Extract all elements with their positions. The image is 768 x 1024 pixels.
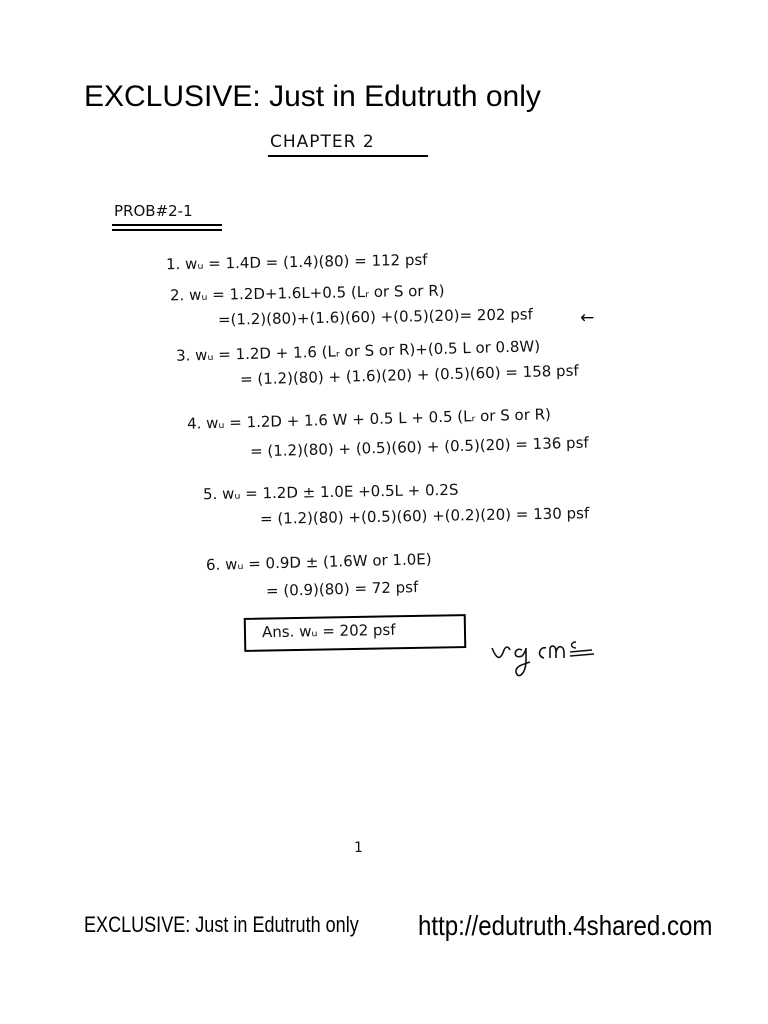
chapter-underline xyxy=(268,155,428,157)
footer-text: EXCLUSIVE: Just in Edutruth only xyxy=(84,912,359,937)
equation-5-formula: 5. wᵤ = 1.2D ± 1.0E +0.5L + 0.2S xyxy=(202,480,459,504)
problem-underline xyxy=(112,224,222,226)
footer-url: http://edutruth.4shared.com xyxy=(418,910,713,941)
equation-4-result: = (1.2)(80) + (0.5)(60) + (0.5)(20) = 136 psf xyxy=(249,433,589,461)
chapter-heading: CHAPTER 2 xyxy=(270,132,375,152)
equation-2-result: =(1.2)(80)+(1.6)(60) +(0.5)(20)= 202 psf xyxy=(217,305,534,329)
equation-2-formula: 2. wᵤ = 1.2D+1.6L+0.5 (Lᵣ or S or R) xyxy=(169,281,445,305)
signature-image xyxy=(488,636,618,682)
equation-6-formula: 6. wᵤ = 0.9D ± (1.6W or 1.0E) xyxy=(205,550,432,574)
equation-6-result: = (0.9)(80) = 72 psf xyxy=(265,578,419,600)
problem-underline xyxy=(112,229,222,231)
problem-label: PROB#2-1 xyxy=(114,202,193,220)
equation-1: 1. wᵤ = 1.4D = (1.4)(80) = 112 psf xyxy=(165,250,428,274)
equation-3-result: = (1.2)(80) + (1.6)(20) + (0.5)(60) = 158 psf xyxy=(239,361,579,389)
arrow-icon: ← xyxy=(580,308,595,328)
answer-text: Ans. wᵤ = 202 psf xyxy=(261,620,396,642)
equation-5-result: = (1.2)(80) +(0.5)(60) +(0.2)(20) = 130 psf xyxy=(259,504,590,528)
header-banner: EXCLUSIVE: Just in Edutruth only xyxy=(84,80,541,113)
page-number: 1 xyxy=(354,840,363,856)
equation-4-formula: 4. wᵤ = 1.2D + 1.6 W + 0.5 L + 0.5 (Lᵣ or S or R) xyxy=(186,405,552,433)
equation-3-formula: 3. wᵤ = 1.2D + 1.6 (Lᵣ or S or R)+(0.5 L or 0.8W) xyxy=(175,337,541,365)
